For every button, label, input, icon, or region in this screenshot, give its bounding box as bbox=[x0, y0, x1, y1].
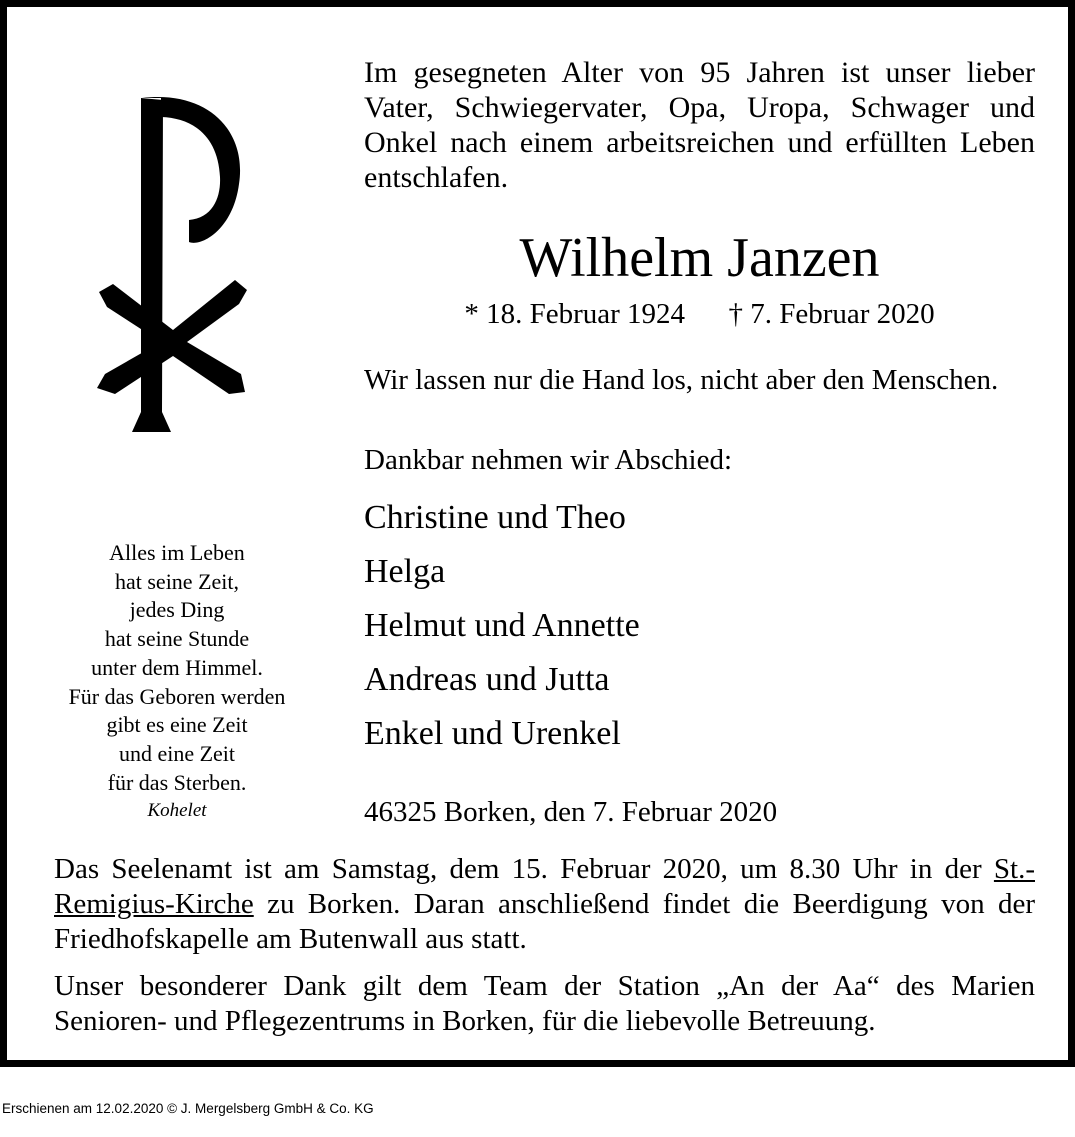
poem-line: Für das Geboren werden bbox=[68, 683, 286, 709]
poem-line: hat seine Zeit, bbox=[114, 568, 239, 594]
service-text-end: zu Borken. Daran anschließend findet die Beerdigung von der Friedhofskapelle am Butenwall aus statt. bbox=[54, 888, 1035, 955]
service-info bbox=[54, 852, 1035, 957]
deceased-name: Wilhelm Janzen bbox=[519, 227, 880, 289]
family-member: Christine und Theo bbox=[364, 499, 626, 536]
thanks-text: Unser besonderer Dank gilt dem Team der Station „An der Aa“ des Marien Senioren- und Pflegezentrums in Borken, für die liebevolle Betreuung. bbox=[54, 970, 1035, 1037]
service-text-start: Das Seelenamt ist am Samstag, dem 15. Februar 2020, um 8.30 Uhr in der bbox=[54, 853, 994, 885]
poem-line: gibt es eine Zeit bbox=[106, 712, 248, 738]
poem-line: für das Sterben. bbox=[107, 769, 247, 795]
poem-line: hat seine Stunde bbox=[104, 626, 250, 652]
family-list bbox=[364, 491, 640, 761]
poem bbox=[47, 539, 307, 826]
life-dates bbox=[364, 297, 1035, 331]
poem-line: und eine Zeit bbox=[118, 740, 236, 766]
poem-line: jedes Ding bbox=[129, 597, 225, 623]
family-member: Helmut und Annette bbox=[364, 607, 640, 644]
farewell-line: Dankbar nehmen wir Abschied: bbox=[364, 444, 733, 476]
place-date: 46325 Borken, den 7. Februar 2020 bbox=[364, 796, 778, 828]
memorial-quote: Wir lassen nur die Hand los, nicht aber den Menschen. bbox=[364, 364, 999, 396]
poem-line: Alles im Leben bbox=[109, 540, 245, 565]
birth-date: * 18. Februar 1924 bbox=[464, 298, 685, 330]
family-member: Helga bbox=[364, 553, 446, 590]
poem-line: unter dem Himmel. bbox=[91, 654, 263, 680]
poem-author: Kohelet bbox=[147, 800, 207, 822]
church-link[interactable]: St.-Remigius-Kirche bbox=[54, 853, 1035, 920]
publication-footer: Erschienen am 12.02.2020 © J. Mergelsberg GmbH & Co. KG bbox=[2, 1101, 374, 1116]
chi-rho-icon bbox=[89, 92, 249, 437]
family-member: Andreas und Jutta bbox=[364, 661, 610, 698]
death-date: † 7. Februar 2020 bbox=[728, 298, 935, 330]
intro-text: Im gesegneten Alter von 95 Jahren ist unser lieber Vater, Schwiegervater, Opa, Uropa, Schwager und Onkel nach einem arbeitsreichen und erfüllten Leben entschlafen. bbox=[364, 56, 1035, 194]
family-member: Enkel und Urenkel bbox=[364, 715, 621, 752]
